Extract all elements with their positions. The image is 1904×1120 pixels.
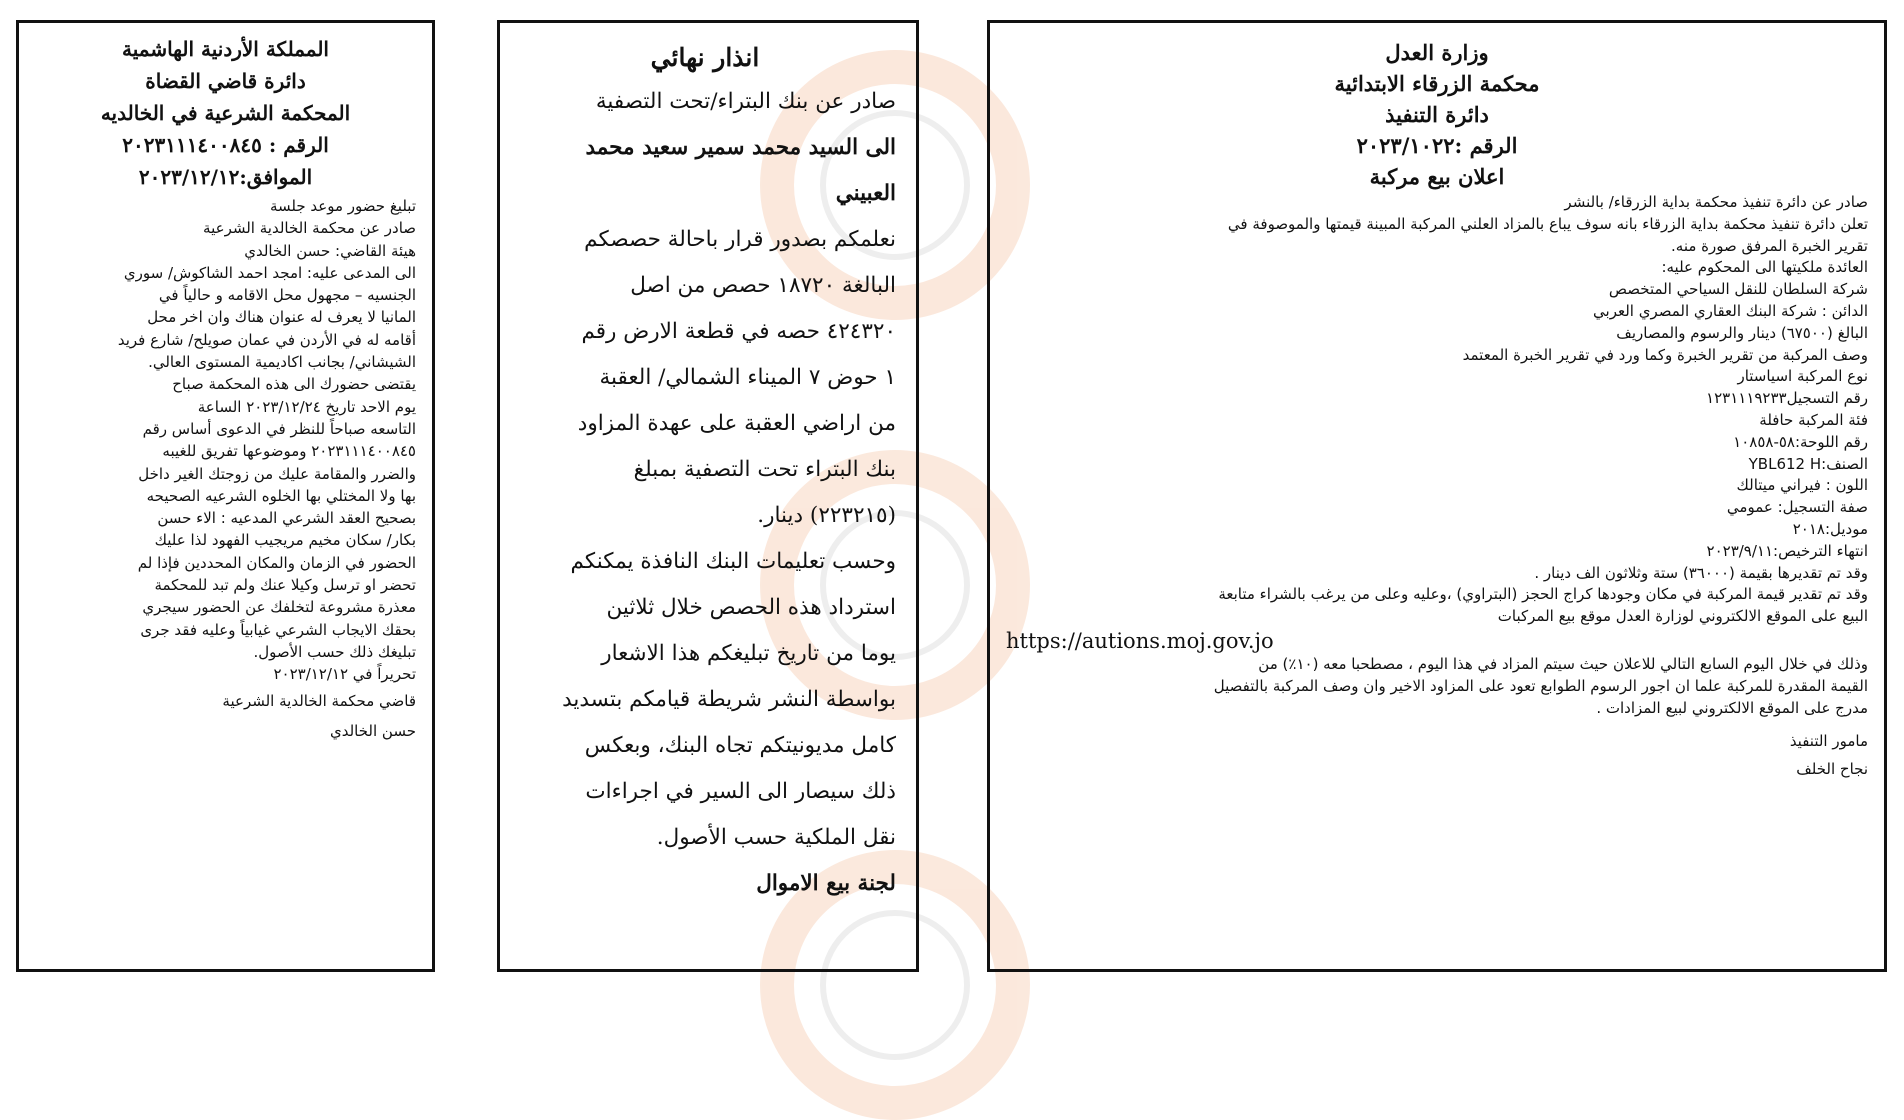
body-line: الجنسيه – مجهول محل الاقامه و حالياً في bbox=[158, 286, 416, 305]
body-line: تعلن دائرة تنفيذ محكمة بداية الزرقاء بانه سوف يباع بالمزاد العلني المركبة المبينة قيمتها والموصوفة في bbox=[1227, 214, 1868, 233]
signature-line: قاضي محكمة الخالدية الشرعية bbox=[222, 691, 416, 710]
court-summons-notice bbox=[16, 20, 435, 972]
body-line: صادر عن دائرة تنفيذ محكمة بداية الزرقاء/ بالنشر bbox=[1564, 193, 1868, 211]
body-line: معذرة مشروعة لتخلفك عن الحضور سيجري bbox=[142, 598, 416, 617]
header-line: الرقم :٢٠٢٣/١٠٢٢ bbox=[1356, 133, 1518, 158]
body-line: تبليغك ذلك حسب الأصول. bbox=[253, 642, 416, 661]
body-line: وذلك في خلال اليوم السابع التالي للاعلان حيث سيتم المزاد في هذا اليوم ، مصطحبا معه (١٠٪) من bbox=[1258, 654, 1868, 673]
notice-title: انذار نهائي bbox=[650, 43, 760, 72]
body-line: (٢٢٣٢١٥) دينار. bbox=[757, 503, 896, 528]
body-line: وحسب تعليمات البنك النافذة يمكنكم bbox=[570, 549, 896, 574]
body-line: يوم الاحد تاريخ ٢٠٢٣/١٢/٢٤ الساعة bbox=[197, 397, 416, 416]
body-line: الصنف:YBL612 H bbox=[1748, 454, 1868, 473]
vehicle-sale-notice bbox=[987, 20, 1887, 972]
body-line: بحقك الايجاب الشرعي غيابياً وعليه فقد جرى bbox=[140, 620, 416, 639]
body-line: صادر عن بنك البتراء/تحت التصفية bbox=[595, 89, 896, 114]
body-line: القيمة المقدرة للمركبة علما ان اجور الرسوم الطوابع تعود على المزاود الاخير وان وصف المركبة بالتفصيل bbox=[1213, 676, 1868, 695]
body-line: بها ولا المختلي بها الخلوه الشرعيه الصحيحه bbox=[146, 486, 416, 505]
body-line: والضرر والمقامة عليك من زوجتك الغير داخل bbox=[138, 464, 416, 483]
body-line: نوع المركبة اسياستار bbox=[1737, 367, 1868, 386]
body-line: ١ حوض ٧ الميناء الشمالي/ العقبة bbox=[599, 365, 896, 390]
body-line: يوما من تاريخ تبليغكم هذا الاشعار bbox=[601, 641, 896, 666]
body-line: البالغة ١٨٧٢٠ حصص من اصل bbox=[630, 273, 896, 298]
body-line: البيع على الموقع الالكتروني لوزارة العدل موقع بيع المركبات bbox=[1497, 607, 1868, 626]
body-line: ذلك سيصار الى السير في اجراءات bbox=[585, 779, 896, 804]
body-line: الى المدعى عليه: امجد احمد الشاكوش/ سوري bbox=[123, 263, 416, 282]
signature-line: حسن الخالدي bbox=[329, 721, 416, 740]
signature-line: نجاح الخلف bbox=[1796, 760, 1868, 779]
body-line: بنك البتراء تحت التصفية بمبلغ bbox=[633, 457, 896, 482]
notice-body bbox=[35, 195, 416, 686]
body-line: العائدة ملكيتها الى المحكوم عليه: bbox=[1661, 258, 1868, 277]
body-line: ٢٠٢٣١١١٤٠٠٨٤٥ وموضوعها تفريق للغيبه bbox=[162, 442, 416, 461]
body-line: تبليغ حضور موعد جلسة bbox=[269, 197, 416, 215]
header-line: محكمة الزرقاء الابتدائية bbox=[1334, 71, 1540, 96]
body-line: شركة السلطان للنقل السياحي المتخصص bbox=[1608, 280, 1868, 299]
body-line: العبيني bbox=[835, 181, 896, 206]
body-line: رقم التسجيل١٢٣١١١٩٢٣٣ bbox=[1706, 389, 1868, 408]
auction-website-link[interactable]: https://autions.moj.gov.jo bbox=[1006, 628, 1274, 653]
body-line: تقرير الخبرة المرفق صورة منه. bbox=[1671, 236, 1868, 255]
header-line: دائرة قاضي القضاة bbox=[145, 69, 306, 93]
body-line: التاسعه صباحاً للنظر في الدعوى أساس رقم bbox=[142, 419, 416, 438]
body-line: استرداد هذه الحصص خلال ثلاثين bbox=[606, 595, 896, 620]
header-line: المحكمة الشرعية في الخالديه bbox=[100, 101, 351, 125]
notice-body bbox=[1006, 192, 1868, 719]
body-line: هيئة القاضي: حسن الخالدي bbox=[244, 241, 416, 260]
header-line: اعلان بيع مركبة bbox=[1369, 164, 1505, 189]
body-line: بواسطة النشر شريطة قيامكم بتسديد bbox=[562, 687, 896, 712]
body-line: بصحيح العقد الشرعي المدعيه : الاء حسن bbox=[157, 509, 416, 528]
body-line: انتهاء الترخيص:٢٠٢٣/٩/١١ bbox=[1706, 541, 1868, 560]
body-line: كامل مديونيتكم تجاه البنك، وبعكس bbox=[584, 733, 896, 758]
body-line: الى السيد محمد سمير سعيد محمد bbox=[585, 135, 896, 160]
body-line: البالغ (٦٧٥٠٠) دينار والرسوم والمصاريف bbox=[1616, 323, 1868, 342]
header-line: دائرة التنفيذ bbox=[1385, 102, 1489, 127]
body-line: تحضر او ترسل وكيلا عنك ولم تبد للمحكمة bbox=[154, 576, 416, 595]
body-line: مدرج على الموقع الالكتروني لبيع المزادات . bbox=[1596, 698, 1868, 717]
header-line: وزارة العدل bbox=[1385, 40, 1489, 65]
notice-header bbox=[1006, 37, 1868, 192]
body-line: موديل:٢٠١٨ bbox=[1792, 519, 1868, 538]
body-line: أقامه له في الأردن في عمان صويلح/ شارع فريد bbox=[117, 330, 416, 349]
header-line: الرقم : ٢٠٢٣١١١٤٠٠٨٤٥ bbox=[122, 133, 329, 157]
body-line: تحريراً في ٢٠٢٣/١٢/١٢ bbox=[273, 665, 416, 684]
body-line: الشيشاني/ بجانب اكاديمية المستوى العالي. bbox=[148, 353, 416, 372]
body-line: ٤٢٤٣٢٠ حصه في قطعة الارض رقم bbox=[581, 319, 896, 344]
body-line: يقتضى حضورك الى هذه المحكمة صباح bbox=[172, 375, 416, 394]
notice-signature bbox=[1006, 727, 1868, 783]
body-line: وقد تم تقدير قيمة المركبة في مكان وجودها كراج الحجز (البتراوي) ،وعليه وعلى من يرغب بالشراء متابعة bbox=[1218, 585, 1868, 604]
notice-signature bbox=[35, 686, 416, 746]
notice-header bbox=[35, 33, 416, 193]
body-line: فئة المركبة حافلة bbox=[1759, 410, 1868, 429]
body-line: من اراضي العقبة على عهدة المزاود bbox=[577, 411, 896, 436]
body-line: بكار/ سكان مخيم مريجيب الفهود لذا عليك bbox=[154, 531, 416, 550]
body-line: نقل الملكية حسب الأصول. bbox=[656, 825, 896, 850]
body-line: الحضور في الزمان والمكان المحددين فإذا لم bbox=[137, 553, 416, 572]
header-line: الموافق:٢٠٢٣/١٢/١٢ bbox=[138, 165, 313, 189]
body-line: المانيا لا يعرف له عنوان هناك وان اخر محل bbox=[147, 308, 416, 327]
header-line: المملكة الأردنية الهاشمية bbox=[122, 37, 329, 61]
body-line: وصف المركبة من تقرير الخبرة وكما ورد في تقرير الخبرة المعتمد bbox=[1462, 345, 1868, 364]
final-warning-notice bbox=[497, 20, 919, 972]
body-line: نعلمكم بصدور قرار باحالة حصصكم bbox=[584, 227, 896, 252]
body-line: الدائن : شركة البنك العقاري المصري العربي bbox=[1593, 301, 1868, 320]
notice-signature: لجنة بيع الاموال bbox=[756, 871, 896, 896]
signature-line: مامور التنفيذ bbox=[1789, 732, 1868, 751]
body-line: رقم اللوحة:٥٨-١٠٨٥٨ bbox=[1733, 432, 1868, 451]
body-line: وقد تم تقديرها بقيمة (٣٦٠٠٠) ستة وثلاثون الف دينار . bbox=[1534, 563, 1868, 582]
body-line: اللون : فيراني ميتالك bbox=[1736, 476, 1868, 495]
body-line: صفة التسجيل: عمومي bbox=[1726, 498, 1868, 517]
body-line: صادر عن محكمة الخالدية الشرعية bbox=[203, 219, 416, 238]
